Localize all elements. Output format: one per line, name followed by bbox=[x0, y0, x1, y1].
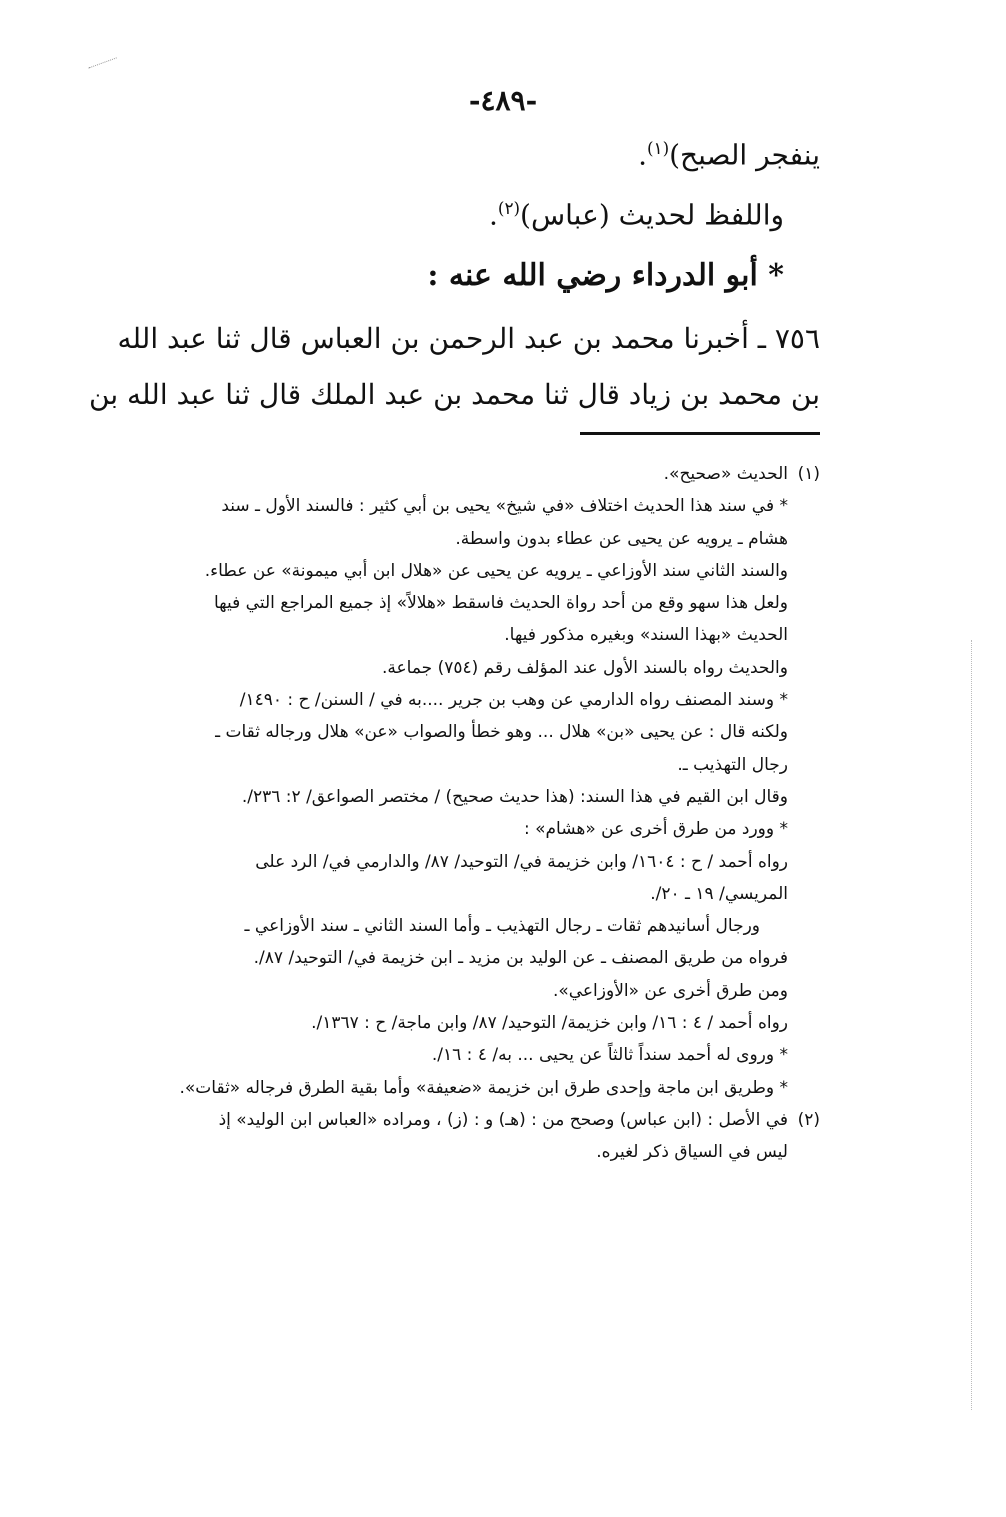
footnote-ref[interactable]: (١) bbox=[646, 138, 670, 158]
footnote-line: رجال التهذيب ـ. bbox=[677, 754, 788, 775]
text-segment: ينفجر الصبح) bbox=[669, 138, 820, 172]
footnote-line: * في سند هذا الحديث اختلاف «في شيخ» يحيى بن أبي كثير : فالسند الأول ـ سند bbox=[221, 496, 788, 517]
footnote-line: والسند الثاني سند الأوزاعي ـ يرويه عن يحيى عن «هلال ابن أبي ميمونة» عن عطاء. bbox=[204, 560, 788, 581]
footnote-number: (٢) bbox=[797, 1109, 820, 1130]
footnote-text: في الأصل : (ابن عباس) وصحح من : (هـ) و : (ز) ، ومراده «العباس ابن الوليد» إذ bbox=[218, 1109, 788, 1130]
footnote-line: وقال ابن القيم في هذا السند: (هذا حديث صحيح) / مختصر الصواعق/ ٢: ٢٣٦/. bbox=[241, 786, 788, 807]
footnote-line: هشام ـ يرويه عن يحيى عن عطاء بدون واسطة. bbox=[455, 528, 788, 549]
footnote-ref[interactable]: (٢) bbox=[497, 198, 521, 218]
hadith-line: ٧٥٦ ـ أخبرنا محمد بن عبد الرحمن بن العباس قال ثنا عبد الله bbox=[117, 322, 820, 355]
footnote-2 bbox=[160, 1104, 820, 1136]
hadith-line: بن محمد بن زياد قال ثنا محمد بن عبد الملك قال ثنا عبد الله بن bbox=[89, 378, 820, 411]
footnote-line: ولكنه قال : عن يحيى «بن» هلال ... وهو خطأ والصواب «عن» هلال ورجاله ثقات ـ bbox=[215, 722, 788, 743]
page-number: -٤٨٩- bbox=[468, 84, 538, 117]
footnote-line: * وروى له أحمد سنداً ثالثاً عن يحيى ... به/ ٤ : ١٦/. bbox=[431, 1045, 788, 1066]
scan-mark bbox=[88, 57, 121, 81]
text-segment: واللفظ لحديث (عباس) bbox=[520, 198, 784, 232]
text-line bbox=[160, 138, 820, 171]
footnote-line: رواه أحمد / ٤ : ١٦/ وابن خزيمة/ التوحيد/ ٨٧/ وابن ماجة/ ح : ١٣٦٧/. bbox=[311, 1013, 788, 1034]
footnote-line: الحديث «بهذا السند» وبغيره مذكور فيها. bbox=[504, 625, 788, 646]
footnote-line: * وطريق ابن ماجة وإحدى طرق ابن خزيمة «ضعيفة» وأما بقية الطرق فرجاله «ثقات». bbox=[179, 1077, 788, 1098]
footnote-line: والحديث رواه بالسند الأول عند المؤلف رقم (٧٥٤) جماعة. bbox=[382, 657, 788, 678]
footnote-line: ورجال أسانيدهم ثقات ـ رجال التهذيب ـ وأما السند الثاني ـ سند الأوزاعي ـ bbox=[244, 916, 760, 937]
footnote-line: رواه أحمد / ح : ١٦٠٤/ وابن خزيمة في/ التوحيد/ ٨٧/ والدارمي في/ الرد على bbox=[255, 851, 788, 872]
text-segment: . bbox=[489, 198, 498, 232]
scan-edge bbox=[971, 640, 972, 1410]
footnote-separator bbox=[580, 432, 820, 435]
text-line bbox=[124, 198, 784, 231]
section-heading: * أبو الدرداء رضي الله عنه : bbox=[427, 258, 784, 293]
footnote-text: الحديث «صحيح». bbox=[663, 464, 788, 484]
footnote-line: ومن طرق أخرى عن «الأوزاعي». bbox=[552, 980, 788, 1001]
footnote-line: * وسند المصنف رواه الدارمي عن وهب بن جرير ....به في / السنن/ ح : ١٤٩٠/ bbox=[239, 690, 788, 711]
footnote-number: (١) bbox=[797, 464, 820, 484]
footnote-1 bbox=[160, 458, 820, 490]
footnotes bbox=[160, 458, 820, 1169]
footnote-line: ولعل هذا سهو وقع من أحد رواة الحديث فاسقط «هلالاً» إذ جميع المراجع التي فيها bbox=[213, 593, 788, 614]
footnote-line: ليس في السياق ذكر لغيره. bbox=[596, 1142, 788, 1163]
footnote-line: فرواه من طريق المصنف ـ عن الوليد بن مزيد ـ ابن خزيمة في/ التوحيد/ ٨٧/. bbox=[253, 948, 788, 969]
footnote-line: * وورد من طرق أخرى عن «هشام» : bbox=[523, 819, 788, 840]
footnote-line: المريسي/ ١٩ ـ ٢٠/. bbox=[650, 883, 788, 904]
text-segment: . bbox=[638, 138, 647, 172]
